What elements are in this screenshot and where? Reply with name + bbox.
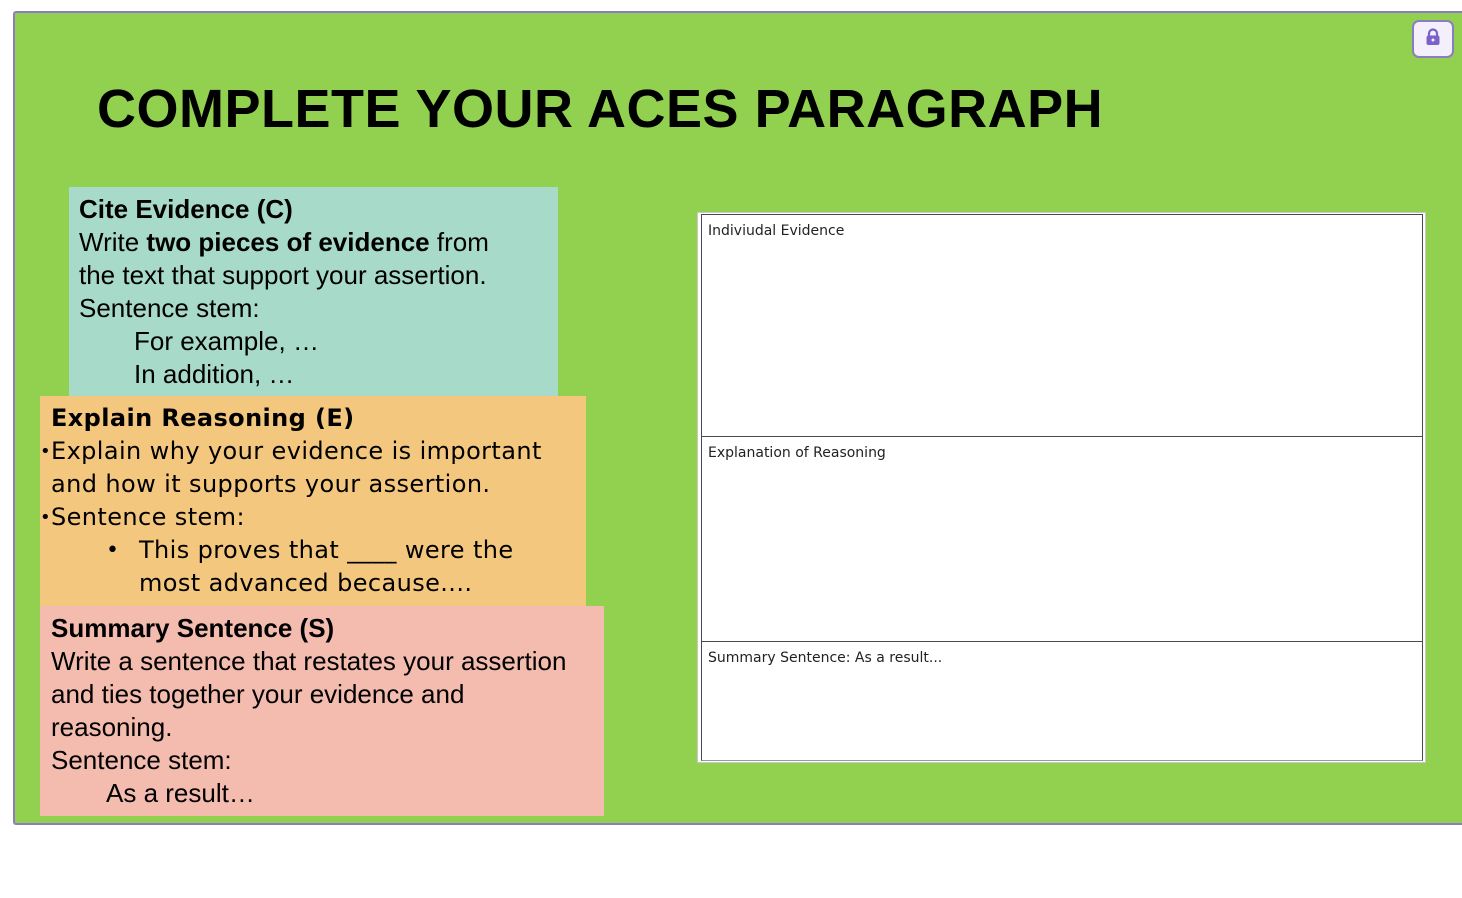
explain-sub-bullet-text: This proves that ____ were the most advanced because.... (139, 536, 514, 597)
reasoning-response-cell[interactable] (701, 436, 1423, 642)
summary-line-3: reasoning. (51, 712, 173, 742)
explain-reasoning-card (40, 396, 586, 608)
summary-response-cell[interactable] (701, 641, 1423, 761)
bullet-marker: • (40, 441, 52, 462)
bullet-marker: • (40, 507, 52, 528)
explain-sub-bullet (40, 534, 586, 600)
cite-evidence-heading: Cite Evidence (C) (79, 194, 293, 224)
summary-sentence-card (40, 606, 604, 816)
summary-stem-1: As a result… (106, 778, 255, 808)
sub-bullet-marker: • (106, 538, 120, 563)
cite-stem-label: Sentence stem: (79, 293, 260, 323)
evidence-cell-label: Indiviudal Evidence (708, 223, 845, 239)
cite-line1-bold: two pieces of evidence (146, 227, 430, 257)
cite-stem-2: In addition, … (134, 359, 295, 389)
summary-sentence-heading: Summary Sentence (S) (51, 613, 335, 643)
explain-bullet-1 (40, 435, 586, 468)
cite-evidence-line-2: the text that support your assertion. (79, 260, 487, 290)
explain-bullet-2-text: Sentence stem: (51, 503, 245, 531)
cite-evidence-card (69, 187, 558, 397)
explain-reasoning-heading: Explain Reasoning (E) (51, 404, 355, 432)
lock-button[interactable] (1412, 20, 1454, 58)
cite-evidence-line-1 (79, 226, 548, 259)
response-table (697, 212, 1426, 763)
evidence-response-cell[interactable] (701, 214, 1423, 437)
summary-line-2: and ties together your evidence and (51, 679, 465, 709)
lock-icon (1425, 28, 1441, 51)
page-title: COMPLETE YOUR ACES PARAGRAPH (97, 79, 1104, 139)
cite-stem-1: For example, … (134, 326, 319, 356)
explain-bullet-1-text: Explain why your evidence is important (51, 437, 542, 465)
explain-bullet-2 (40, 501, 586, 534)
cite-line1-pre: Write (79, 227, 147, 257)
cite-line1-post: from (429, 227, 489, 257)
explain-bullet-1-cont: and how it supports your assertion. (51, 470, 491, 498)
summary-line-1: Write a sentence that restates your assertion (51, 646, 567, 676)
reasoning-cell-label: Explanation of Reasoning (708, 445, 886, 461)
summary-stem-label: Sentence stem: (51, 745, 232, 775)
summary-cell-label: Summary Sentence: As a result... (708, 650, 943, 666)
